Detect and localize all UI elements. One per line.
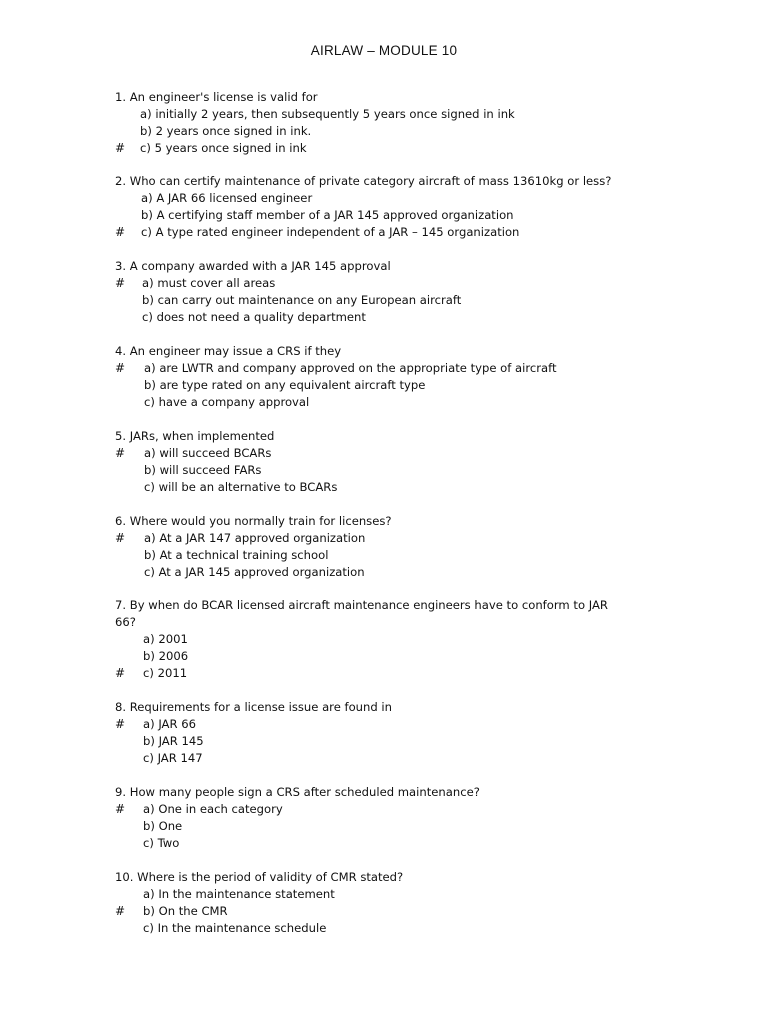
answer-option: a) are LWTR and company approved on the appropriate type of aircraft (144, 361, 557, 375)
answer-option: c) JAR 147 (143, 751, 203, 765)
answer-option: a) JAR 66 (143, 717, 196, 731)
answer-option: b) JAR 145 (143, 734, 204, 748)
question-text: 7. By when do BCAR licensed aircraft maintenance engineers have to conform to JAR (115, 598, 608, 612)
answer-option: a) A JAR 66 licensed engineer (141, 191, 313, 205)
question-text: 10. Where is the period of validity of CMR stated? (115, 870, 404, 884)
answer-option: a) initially 2 years, then subsequently 5 years once signed in ink (140, 107, 515, 121)
answer-option: c) will be an alternative to BCARs (144, 480, 338, 494)
answer-option: a) 2001 (143, 632, 188, 646)
question-text: 1. An engineer's license is valid for (115, 90, 318, 104)
answer-option: c) have a company approval (144, 395, 310, 409)
answer-option: c) In the maintenance schedule (143, 921, 327, 935)
correct-answer-mark: # (115, 141, 126, 155)
question-text: 9. How many people sign a CRS after scheduled maintenance? (115, 785, 480, 799)
answer-option: b) are type rated on any equivalent aircraft type (144, 378, 426, 392)
answer-option: b) 2006 (143, 649, 189, 663)
question-text: 6. Where would you normally train for licenses? (115, 514, 392, 528)
answer-option: b) A certifying staff member of a JAR 145 approved organization (141, 208, 514, 222)
answer-option: b) At a technical training school (144, 548, 329, 562)
answer-option: c) A type rated engineer independent of a JAR – 145 organization (141, 225, 520, 239)
correct-answer-mark: # (115, 802, 126, 816)
answer-option: c) At a JAR 145 approved organization (144, 565, 365, 579)
answer-option: b) One (143, 819, 183, 833)
answer-option: c) does not need a quality department (142, 310, 366, 324)
question-text: 2. Who can certify maintenance of private category aircraft of mass 13610kg or less? (115, 174, 612, 188)
correct-answer-mark: # (115, 361, 126, 375)
answer-option: a) One in each category (143, 802, 283, 816)
answer-option: b) will succeed FARs (144, 463, 262, 477)
answer-option: b) 2 years once signed in ink. (140, 124, 312, 138)
correct-answer-mark: # (115, 276, 126, 290)
question-text: 4. An engineer may issue a CRS if they (115, 344, 342, 358)
question-text-continued: 66? (115, 615, 136, 629)
answer-option: b) can carry out maintenance on any European aircraft (142, 293, 462, 307)
answer-option: a) will succeed BCARs (144, 446, 272, 460)
correct-answer-mark: # (115, 717, 126, 731)
answer-option: a) must cover all areas (142, 276, 276, 290)
answer-option: c) 5 years once signed in ink (140, 141, 307, 155)
correct-answer-mark: # (115, 531, 126, 545)
page-title: AIRLAW – MODULE 10 (310, 43, 458, 58)
answer-option: c) Two (143, 836, 180, 850)
question-text: 5. JARs, when implemented (115, 429, 275, 443)
correct-answer-mark: # (115, 666, 126, 680)
answer-option: a) In the maintenance statement (143, 887, 335, 901)
correct-answer-mark: # (115, 446, 126, 460)
question-text: 3. A company awarded with a JAR 145 approval (115, 259, 391, 273)
answer-option: a) At a JAR 147 approved organization (144, 531, 366, 545)
question-text: 8. Requirements for a license issue are found in (115, 700, 392, 714)
answer-option: b) On the CMR (143, 904, 228, 918)
correct-answer-mark: # (115, 225, 126, 239)
correct-answer-mark: # (115, 904, 126, 918)
answer-option: c) 2011 (143, 666, 188, 680)
